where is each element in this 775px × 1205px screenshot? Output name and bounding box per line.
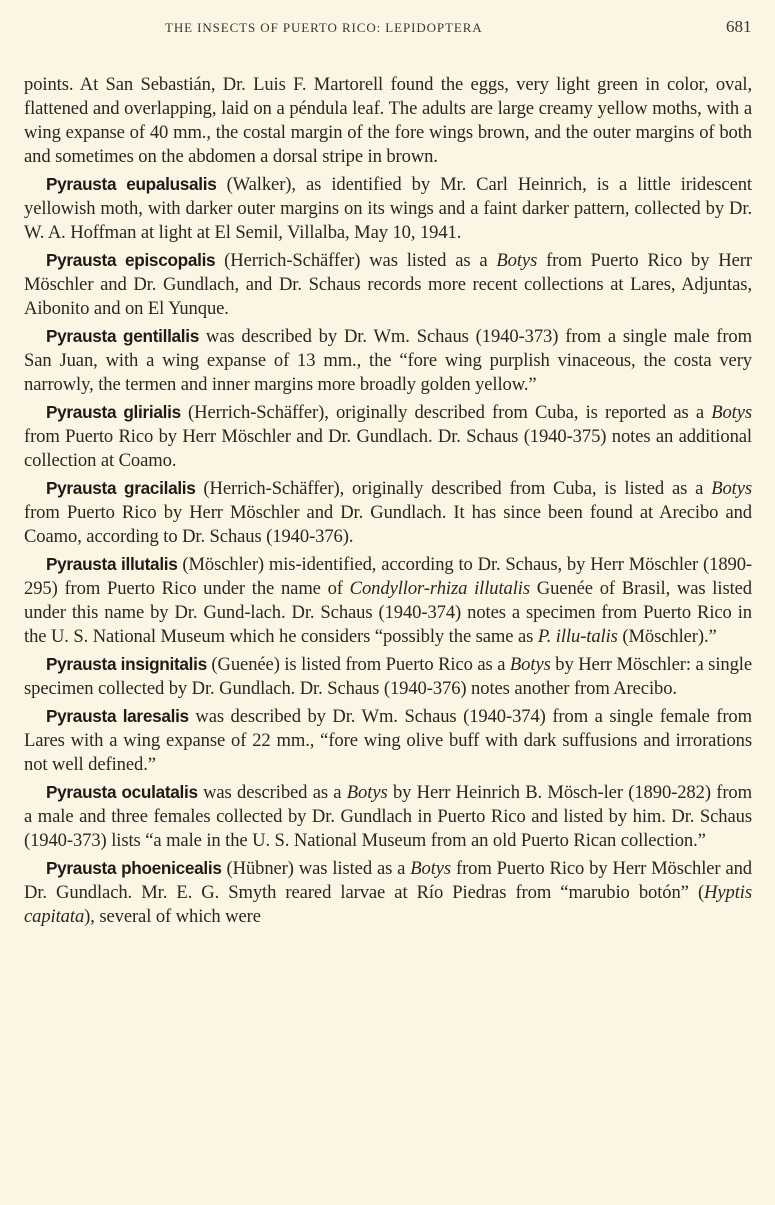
paragraph-pyrausta-episcopalis — [24, 248, 752, 321]
paragraph-pyrausta-laresalis — [24, 704, 752, 777]
running-title: THE INSECTS OF PUERTO RICO: LEPIDOPTERA — [165, 20, 483, 35]
text-segment: was described by Dr. Wm. Schaus (1940-374) from a single female from Lares with a wing expanse of 22 mm., “fore wing olive buff with dark suffusions and irrorations not well defined.” — [24, 705, 752, 776]
text-segment: Guenée of Brasil, was listed under this name by Dr. Gund-lach. Dr. Schaus (1940-374) notes a specimen from Puerto Rico in the U. S. National Museum which he considers “possibly the same as — [24, 578, 752, 648]
species-name: Pyrausta laresalis — [46, 705, 189, 726]
running-head — [0, 17, 775, 41]
text-segment: (Herrich-Schäffer) was listed as a — [215, 250, 497, 272]
text-segment: from Puerto Rico by Herr Möschler and Dr. Gundlach. Mr. E. G. Smyth reared larvae at Río Piedras from “marubio botón” ( — [24, 857, 752, 903]
italic-plant-name: Hyptis capitata — [24, 881, 752, 927]
species-name: Pyrausta eupalusalis — [46, 174, 217, 195]
paragraph-pyrausta-oculatalis — [24, 780, 752, 853]
species-name: Pyrausta glirialis — [46, 401, 181, 422]
italic-genus: Botys — [711, 477, 752, 499]
italic-genus: Botys — [346, 781, 388, 803]
text-segment: (Walker), as identified by Mr. Carl Heinrich, is a little iridescent yellowish moth, with darker outer margins on its wings and a faint darker pattern, collected by Dr. W. A. Hoffman at light at El Semil, Villalba, May 10, 1941. — [24, 174, 752, 244]
body-text — [24, 73, 752, 929]
italic-species: Condyllor-rhiza illutalis — [349, 578, 530, 599]
paragraph-pyrausta-gracilalis — [24, 476, 752, 549]
italic-genus: Botys — [496, 250, 538, 272]
paragraph-continuation — [24, 73, 752, 169]
species-name: Pyrausta episcopalis — [46, 250, 216, 271]
paragraph-pyrausta-eupalusalis — [24, 172, 752, 245]
text-segment: (Möschler).” — [617, 626, 717, 648]
text-segment: (Guenée) is listed from Puerto Rico as a — [206, 653, 510, 675]
italic-genus: Botys — [711, 401, 752, 423]
text-segment: by Herr Heinrich B. Mösch-ler (1890-282) from a male and three females collected by Dr. Gundlach in Puerto Rico and listed by him. Dr. Schaus (1940-373) lists “a male in the U. S. National Museum from an old Puerto Rican collection.” — [24, 781, 752, 851]
text-segment: (Möschler) mis-identified, according to Dr. Schaus, by Herr Möschler (1890-295) from Puerto Rico under the name of — [24, 553, 752, 599]
species-name: Pyrausta gracilalis — [46, 477, 196, 498]
text-segment: points. At San Sebastián, Dr. Luis F. Martorell found the eggs, very light green in color, oval, flattened and overlapping, laid on a péndula leaf. The adults are large creamy yellow moths, with a wing expanse of 40 mm., the costal margin of the fore wings brown, and the outer margins of both and sometimes on the abdomen a dorsal stripe in brown. — [24, 74, 752, 168]
text-segment: by Herr Möschler: a single specimen collected by Dr. Gundlach. Dr. Schaus (1940-376) notes another from Arecibo. — [24, 653, 752, 700]
italic-genus: Botys — [509, 653, 551, 675]
species-name: Pyrausta oculatalis — [46, 781, 198, 802]
species-name: Pyrausta gentillalis — [46, 326, 200, 346]
paragraph-pyrausta-illutalis — [24, 552, 752, 649]
italic-genus: Botys — [410, 857, 452, 879]
paragraph-pyrausta-insignitalis — [24, 652, 752, 701]
text-segment: was described as a — [197, 781, 347, 803]
species-name: Pyrausta insignitalis — [46, 653, 207, 674]
paragraph-pyrausta-glirialis — [24, 400, 752, 473]
text-segment: was described by Dr. Wm. Schaus (1940-373) from a single male from San Juan, with a wing expanse of 13 mm., the “fore wing purplish vinaceous, the costa very narrowly, the termen and inner margins more broadly golden yellow.” — [24, 326, 752, 396]
species-name: Pyrausta phoenicealis — [46, 857, 222, 878]
italic-species: P. illu-talis — [537, 626, 618, 648]
text-segment: (Herrich-Schäffer), originally described from Cuba, is reported as a — [180, 401, 712, 423]
page-number: 681 — [726, 17, 752, 36]
text-segment: ), several of which were — [84, 905, 261, 927]
paragraph-pyrausta-phoenicealis — [24, 856, 752, 929]
text-segment: from Puerto Rico by Herr Möschler and Dr. Gundlach, and Dr. Schaus records more recent collections at Lares, Adjuntas, Aibonito and on El Yunque. — [24, 250, 752, 320]
paragraph-pyrausta-gentillalis — [24, 324, 752, 397]
text-segment: (Herrich-Schäffer), originally described from Cuba, is listed as a — [195, 477, 712, 499]
species-name: Pyrausta illutalis — [46, 553, 178, 574]
text-segment: (Hübner) was listed as a — [221, 857, 411, 879]
text-segment: from Puerto Rico by Herr Möschler and Dr. Gundlach. Dr. Schaus (1940-375) notes an additional collection at Coamo. — [24, 426, 752, 472]
text-segment: from Puerto Rico by Herr Möschler and Dr. Gundlach. It has since been found at Arecibo and Coamo, according to Dr. Schaus (1940-376). — [24, 502, 752, 548]
